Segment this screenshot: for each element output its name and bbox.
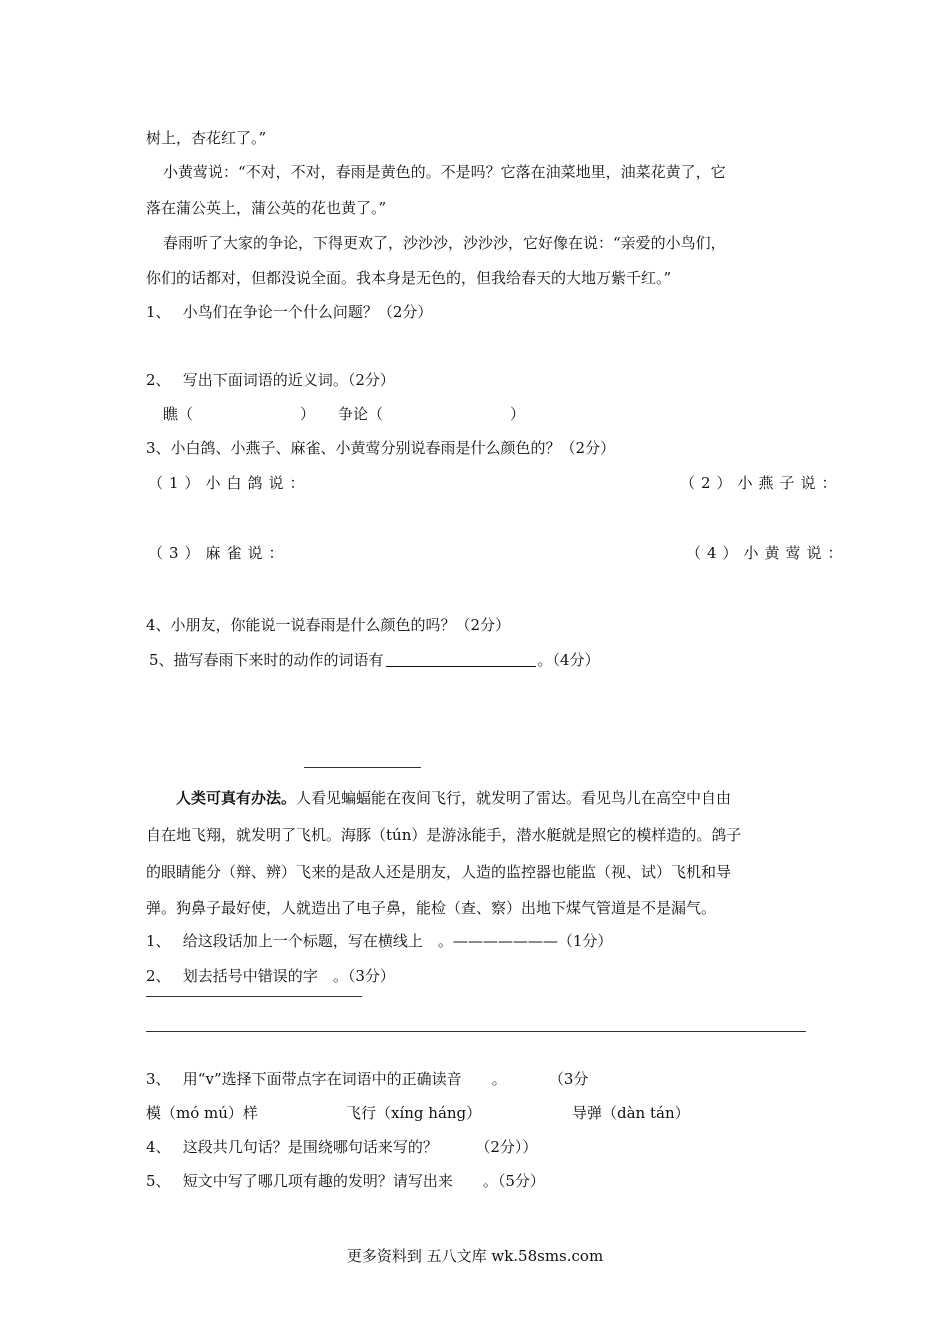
passage1-line3: 落在蒲公英上，蒲公英的花也黄了。” <box>146 199 387 217</box>
passage1-line1: 树上，杏花红了。” <box>146 129 267 147</box>
synonym-zhenglun-close: ） <box>510 405 526 423</box>
q3-option-mu-yang: 模（mó mú）样 <box>146 1104 258 1122</box>
passage1-line2: 小黄莺说：“不对，不对，春雨是黄色的。不是吗？它落在油菜地里，油菜花黄了，它 <box>163 163 726 181</box>
passage2-line4: 弹。狗鼻子最好使，人就造出了电子鼻，能检（查、察）出地下煤气管道是不是漏气。 <box>146 899 717 917</box>
q3-answer-ma-que: （3）麻雀说： <box>148 544 290 562</box>
q3-answer-bai-ge: （1）小白鸽说： <box>148 474 311 492</box>
passage2-line2: 自在地飞翔，就发明了飞机。海豚（tún）是游泳能手，潜水艇就是照它的模样造的。鸽子 <box>146 826 742 844</box>
q1-question-4: 4、小朋友，你能说一说春雨是什么颜色的吗？（2分） <box>146 616 511 634</box>
passage2-line1 <box>176 788 731 808</box>
q3-answer-yan-zi: （2）小燕子说： <box>680 474 843 492</box>
synonym-qiao-label: 瞧（ <box>163 405 194 423</box>
q1-question-2: 2、 写出下面词语的近义词。（2分） <box>146 371 395 389</box>
q2-question-3: 3、 用“v”选择下面带点字在词语中的正确读音 。 （3分 <box>146 1070 589 1088</box>
q1-synonym-qiao <box>163 404 193 424</box>
q2-answer-line-short[interactable] <box>146 996 362 997</box>
q3-option-fei-xing: 飞行（xíng háng） <box>346 1104 482 1122</box>
q5-answer-blank[interactable] <box>386 651 536 667</box>
passage2-title-sentence: 人类可真有办法。 <box>176 789 297 807</box>
q5-score: 。（4分） <box>537 651 600 669</box>
passage1-line4: 春雨听了大家的争论，下得更欢了，沙沙沙，沙沙沙，它好像在说：“亲爱的小鸟们， <box>163 234 726 252</box>
q2-question-2: 2、 划去括号中错误的字 。（3分） <box>146 967 395 985</box>
footer-source: 更多资料到 五八文库 wk.58sms.com <box>346 1247 604 1265</box>
title-answer-line[interactable] <box>304 767 421 768</box>
passage2-line1-rest: 人看见蝙蝠能在夜间飞行，就发明了雷达。看见鸟儿在高空中自由 <box>296 789 732 807</box>
q3-answer-huang-ying: （4）小黄莺说： <box>686 544 849 562</box>
synonym-zhenglun-label: 争论（ <box>338 405 384 423</box>
q2-question-1: 1、 给这段话加上一个标题，写在横线上 。———————（1分） <box>146 932 613 950</box>
passage2-line3: 的眼睛能分（辩、辨）飞来的是敌人还是朋友，人造的监控器也能监（视、试）飞机和导 <box>146 863 732 881</box>
q1-question-5 <box>149 650 600 670</box>
q3-option-dao-dan: 导弹（dàn tán） <box>572 1104 690 1122</box>
passage1-line5: 你们的话都对，但都没说全面。我本身是无色的，但我给春天的大地万紫千红。” <box>146 269 672 287</box>
q1-question-1: 1、 小鸟们在争论一个什么问题？（2分） <box>146 303 433 321</box>
q2-question-4: 4、 这段共几句话？是围绕哪句话来写的？ （2分）） <box>146 1138 538 1156</box>
q5-prompt: 5、描写春雨下来时的动作的词语有 <box>149 651 384 669</box>
q2-answer-line-full[interactable] <box>146 1031 806 1032</box>
q1-question-3: 3、小白鸽、小燕子、麻雀、小黄莺分别说春雨是什么颜色的？（2分） <box>146 439 616 457</box>
synonym-qiao-close: ） <box>300 405 316 423</box>
q2-question-5: 5、 短文中写了哪几项有趣的发明？请写出来 。（5分） <box>146 1172 545 1190</box>
